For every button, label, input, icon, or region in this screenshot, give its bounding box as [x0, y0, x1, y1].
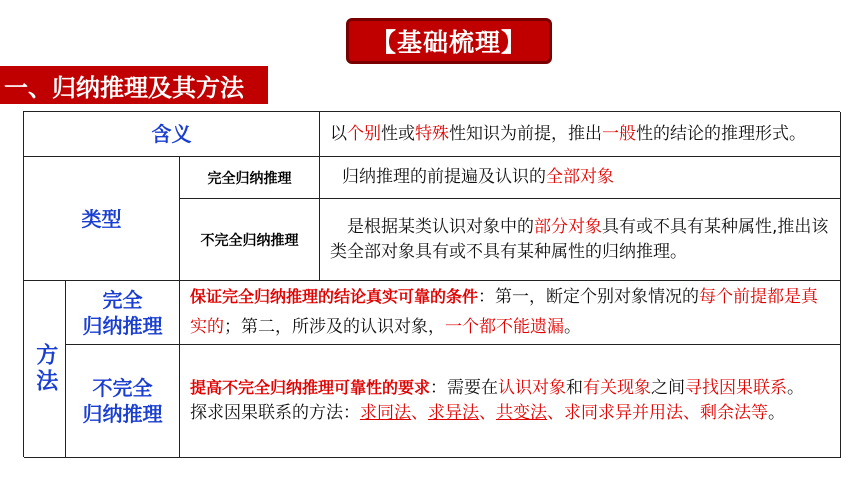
highlight-text: 个别	[347, 123, 381, 144]
text-segment: 是根据某类认识对象中的	[347, 216, 534, 237]
text-segment: 具有或不具有某种属性,推出该类全部对象具有或不具有某种属性的归纳推理。	[330, 216, 829, 262]
separator: 、	[411, 403, 428, 423]
text-segment: 。	[564, 316, 581, 337]
meaning-definition	[320, 112, 841, 157]
text-segment: 归纳推理的前提遍及认识的	[342, 167, 546, 188]
page-title: 【基础梳理】	[346, 18, 552, 64]
highlight-text: 特殊	[415, 123, 449, 144]
incomplete-type-label: 不完全归纳推理	[180, 199, 320, 281]
text-segment: 以	[330, 123, 347, 144]
text-segment: 之间	[651, 378, 686, 399]
highlight-text: 有关现象	[583, 378, 652, 399]
incomplete-method-desc	[180, 345, 841, 458]
method-name: 求异法	[428, 403, 479, 423]
complete-type-desc	[320, 157, 841, 199]
summary-table	[23, 111, 840, 457]
highlight-text: 一般	[602, 123, 636, 144]
text-segment: 。	[787, 378, 805, 399]
key-phrase: 保证完全归纳推理的结论真实可靠的条件	[190, 286, 479, 306]
methods-label: 方法	[24, 281, 66, 458]
method-name: 求同求异并用法、剩余法等	[564, 403, 768, 423]
text-segment: 。	[768, 403, 785, 423]
text-segment: 和	[566, 378, 584, 399]
highlight-text: 一个都不能遗漏	[445, 316, 564, 337]
highlight-text: 认识对象	[498, 378, 567, 399]
section-heading: 一、归纳推理及其方法	[0, 66, 268, 104]
label-line: 不完全	[92, 376, 153, 400]
method-name: 求同法	[360, 403, 411, 423]
text-segment: 性知识为前提，推出	[449, 123, 602, 144]
label-line: 完全	[102, 287, 143, 312]
separator: 、	[547, 403, 564, 423]
text-segment: 性或	[381, 123, 415, 144]
highlight-text: 寻找因果联系	[685, 378, 788, 399]
meaning-label: 含义	[24, 112, 320, 157]
text-segment: ：需要在	[430, 378, 499, 399]
incomplete-method-label	[66, 345, 180, 458]
method-name: 共变法	[496, 403, 547, 423]
label-line: 归纳推理	[82, 313, 163, 338]
highlight-text: 全部对象	[546, 167, 614, 188]
text-segment: 探求因果联系的方法：	[190, 403, 360, 423]
types-label: 类型	[24, 157, 180, 281]
label-line: 归纳推理	[82, 402, 163, 426]
highlight-text: 部分对象	[534, 216, 602, 237]
incomplete-type-desc	[320, 199, 841, 281]
complete-method-label	[66, 281, 180, 345]
separator: 、	[479, 403, 496, 423]
text-segment: ：第一，断定个别对象情况的	[478, 286, 700, 307]
text-segment: ；第二，所涉及的认识对象，	[224, 316, 445, 337]
complete-method-desc	[180, 281, 841, 345]
text-segment: 性的结论的推理形式。	[636, 123, 806, 144]
key-phrase: 提高不完全归纳推理可靠性的要求	[190, 378, 431, 398]
complete-type-label: 完全归纳推理	[180, 157, 320, 199]
highlight-text: 每个前提都是真实的	[190, 286, 819, 337]
